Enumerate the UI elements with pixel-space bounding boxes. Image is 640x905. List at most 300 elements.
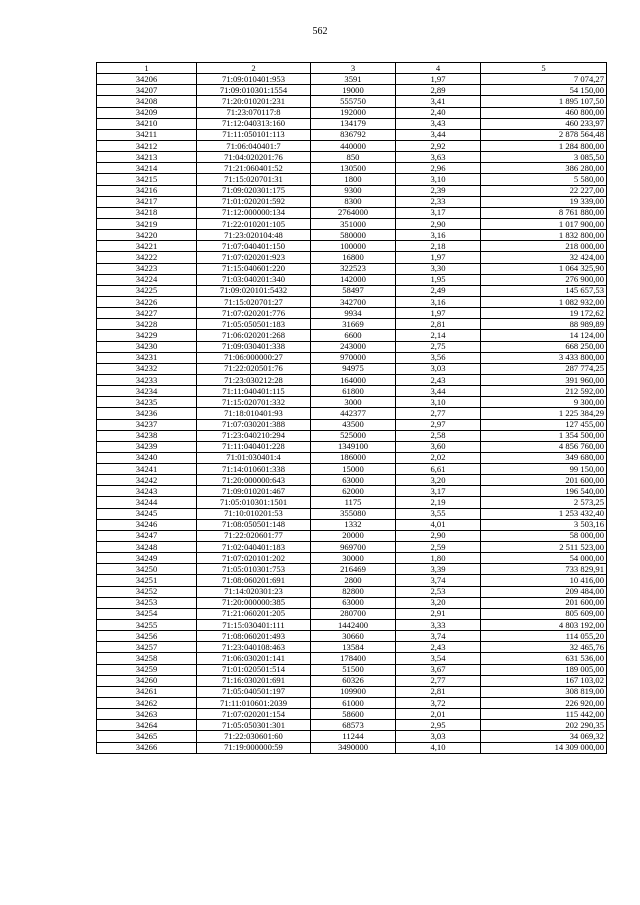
table-body bbox=[97, 74, 607, 754]
value-cell: 1 832 800,00 bbox=[481, 230, 607, 241]
area-cell: 61000 bbox=[311, 698, 396, 709]
value-cell: 3 085,50 bbox=[481, 152, 607, 163]
area-cell: 164000 bbox=[311, 374, 396, 385]
cadastral-number-cell: 71:01:020201:592 bbox=[197, 196, 311, 207]
value-cell: 226 920,00 bbox=[481, 698, 607, 709]
rate-cell: 2,01 bbox=[396, 709, 481, 720]
area-cell: 13584 bbox=[311, 642, 396, 653]
rate-cell: 3,33 bbox=[396, 620, 481, 631]
rate-cell: 3,60 bbox=[396, 441, 481, 452]
row-number-cell: 34232 bbox=[97, 363, 197, 374]
area-cell: 15000 bbox=[311, 464, 396, 475]
value-cell: 201 600,00 bbox=[481, 475, 607, 486]
column-header-4: 4 bbox=[396, 63, 481, 74]
rate-cell: 3,16 bbox=[396, 296, 481, 307]
row-number-cell: 34254 bbox=[97, 608, 197, 619]
cadastral-number-cell: 71:18:010401:93 bbox=[197, 408, 311, 419]
table-row bbox=[97, 241, 607, 252]
area-cell: 62000 bbox=[311, 486, 396, 497]
row-number-cell: 34224 bbox=[97, 274, 197, 285]
rate-cell: 2,53 bbox=[396, 586, 481, 597]
area-cell: 355080 bbox=[311, 508, 396, 519]
area-cell: 109900 bbox=[311, 686, 396, 697]
table-row bbox=[97, 586, 607, 597]
table-row bbox=[97, 185, 607, 196]
cadastral-number-cell: 71:14:010601:338 bbox=[197, 464, 311, 475]
area-cell: 3000 bbox=[311, 397, 396, 408]
value-cell: 276 900,00 bbox=[481, 274, 607, 285]
rate-cell: 3,74 bbox=[396, 631, 481, 642]
table-row bbox=[97, 742, 607, 753]
table-row bbox=[97, 553, 607, 564]
value-cell: 1 064 325,90 bbox=[481, 263, 607, 274]
row-number-cell: 34227 bbox=[97, 308, 197, 319]
cadastral-number-cell: 71:08:050501:148 bbox=[197, 519, 311, 530]
cadastral-number-cell: 71:10:010201:53 bbox=[197, 508, 311, 519]
table-row bbox=[97, 341, 607, 352]
cadastral-number-cell: 71:09:010201:467 bbox=[197, 486, 311, 497]
cadastral-number-cell: 71:02:040401:183 bbox=[197, 542, 311, 553]
rate-cell: 2,33 bbox=[396, 196, 481, 207]
rate-cell: 3,44 bbox=[396, 386, 481, 397]
table-row bbox=[97, 74, 607, 85]
row-number-cell: 34265 bbox=[97, 731, 197, 742]
value-cell: 99 150,00 bbox=[481, 464, 607, 475]
row-number-cell: 34251 bbox=[97, 575, 197, 586]
row-number-cell: 34230 bbox=[97, 341, 197, 352]
row-number-cell: 34243 bbox=[97, 486, 197, 497]
value-cell: 391 960,00 bbox=[481, 374, 607, 385]
rate-cell: 1,80 bbox=[396, 553, 481, 564]
row-number-cell: 34248 bbox=[97, 542, 197, 553]
rate-cell: 2,58 bbox=[396, 430, 481, 441]
area-cell: 525000 bbox=[311, 430, 396, 441]
rate-cell: 2,81 bbox=[396, 686, 481, 697]
row-number-cell: 34250 bbox=[97, 564, 197, 575]
rate-cell: 3,74 bbox=[396, 575, 481, 586]
rate-cell: 3,03 bbox=[396, 731, 481, 742]
cadastral-number-cell: 71:07:020201:923 bbox=[197, 252, 311, 263]
cadastral-number-cell: 71:07:020101:202 bbox=[197, 553, 311, 564]
area-cell: 58497 bbox=[311, 285, 396, 296]
cadastral-number-cell: 71:23:070117:8 bbox=[197, 107, 311, 118]
data-table bbox=[96, 62, 607, 754]
table-row bbox=[97, 686, 607, 697]
row-number-cell: 34252 bbox=[97, 586, 197, 597]
area-cell: 134179 bbox=[311, 118, 396, 129]
rate-cell: 3,43 bbox=[396, 118, 481, 129]
area-cell: 178400 bbox=[311, 653, 396, 664]
table-row bbox=[97, 653, 607, 664]
rate-cell: 3,20 bbox=[396, 597, 481, 608]
rate-cell: 2,18 bbox=[396, 241, 481, 252]
area-cell: 63000 bbox=[311, 597, 396, 608]
area-cell: 43500 bbox=[311, 419, 396, 430]
value-cell: 287 774,25 bbox=[481, 363, 607, 374]
value-cell: 1 017 900,00 bbox=[481, 218, 607, 229]
rate-cell: 2,59 bbox=[396, 542, 481, 553]
value-cell: 58 000,00 bbox=[481, 530, 607, 541]
value-cell: 733 829,91 bbox=[481, 564, 607, 575]
cadastral-number-cell: 71:15:020701:332 bbox=[197, 397, 311, 408]
cadastral-number-cell: 71:23:040210:294 bbox=[197, 430, 311, 441]
row-number-cell: 34236 bbox=[97, 408, 197, 419]
cadastral-number-cell: 71:05:050501:183 bbox=[197, 319, 311, 330]
row-number-cell: 34256 bbox=[97, 631, 197, 642]
value-cell: 115 442,00 bbox=[481, 709, 607, 720]
table-row bbox=[97, 352, 607, 363]
rate-cell: 2,96 bbox=[396, 163, 481, 174]
rate-cell: 4,10 bbox=[396, 742, 481, 753]
value-cell: 668 250,00 bbox=[481, 341, 607, 352]
value-cell: 19 172,62 bbox=[481, 308, 607, 319]
rate-cell: 2,49 bbox=[396, 285, 481, 296]
cadastral-number-cell: 71:15:020701:31 bbox=[197, 174, 311, 185]
cadastral-number-cell: 71:01:020501:514 bbox=[197, 664, 311, 675]
rate-cell: 2,19 bbox=[396, 497, 481, 508]
value-cell: 631 536,00 bbox=[481, 653, 607, 664]
value-cell: 218 000,00 bbox=[481, 241, 607, 252]
row-number-cell: 34266 bbox=[97, 742, 197, 753]
column-header-3: 3 bbox=[311, 63, 396, 74]
cadastral-number-cell: 71:03:040201:340 bbox=[197, 274, 311, 285]
row-number-cell: 34247 bbox=[97, 530, 197, 541]
cadastral-number-cell: 71:22:030601:60 bbox=[197, 731, 311, 742]
table-row bbox=[97, 720, 607, 731]
table-row bbox=[97, 230, 607, 241]
area-cell: 442377 bbox=[311, 408, 396, 419]
table-row bbox=[97, 129, 607, 140]
area-cell: 9300 bbox=[311, 185, 396, 196]
cadastral-number-cell: 71:06:040401:7 bbox=[197, 140, 311, 151]
cadastral-number-cell: 71:05:010301:753 bbox=[197, 564, 311, 575]
table-row bbox=[97, 196, 607, 207]
row-number-cell: 34261 bbox=[97, 686, 197, 697]
area-cell: 3591 bbox=[311, 74, 396, 85]
row-number-cell: 34207 bbox=[97, 85, 197, 96]
area-cell: 9934 bbox=[311, 308, 396, 319]
row-number-cell: 34249 bbox=[97, 553, 197, 564]
table-row bbox=[97, 486, 607, 497]
cadastral-number-cell: 71:23:020104:48 bbox=[197, 230, 311, 241]
value-cell: 3 503,16 bbox=[481, 519, 607, 530]
area-cell: 351000 bbox=[311, 218, 396, 229]
rate-cell: 2,81 bbox=[396, 319, 481, 330]
cadastral-number-cell: 71:07:020201:776 bbox=[197, 308, 311, 319]
value-cell: 1 253 432,40 bbox=[481, 508, 607, 519]
cadastral-number-cell: 71:23:030212:28 bbox=[197, 374, 311, 385]
cadastral-number-cell: 71:22:020501:76 bbox=[197, 363, 311, 374]
row-number-cell: 34216 bbox=[97, 185, 197, 196]
row-number-cell: 34253 bbox=[97, 597, 197, 608]
value-cell: 189 005,00 bbox=[481, 664, 607, 675]
value-cell: 1 082 932,00 bbox=[481, 296, 607, 307]
row-number-cell: 34220 bbox=[97, 230, 197, 241]
value-cell: 114 055,20 bbox=[481, 631, 607, 642]
rate-cell: 3,41 bbox=[396, 96, 481, 107]
cadastral-number-cell: 71:08:060201:691 bbox=[197, 575, 311, 586]
value-cell: 1 225 384,29 bbox=[481, 408, 607, 419]
cadastral-number-cell: 71:19:000000:59 bbox=[197, 742, 311, 753]
area-cell: 322523 bbox=[311, 263, 396, 274]
value-cell: 209 484,00 bbox=[481, 586, 607, 597]
table-row bbox=[97, 363, 607, 374]
cadastral-number-cell: 71:22:020601:77 bbox=[197, 530, 311, 541]
rate-cell: 3,63 bbox=[396, 152, 481, 163]
area-cell: 19000 bbox=[311, 85, 396, 96]
cadastral-number-cell: 71:11:040401:228 bbox=[197, 441, 311, 452]
table-row bbox=[97, 631, 607, 642]
row-number-cell: 34208 bbox=[97, 96, 197, 107]
area-cell: 68573 bbox=[311, 720, 396, 731]
rate-cell: 3,10 bbox=[396, 174, 481, 185]
table-row bbox=[97, 530, 607, 541]
cadastral-number-cell: 71:07:020201:154 bbox=[197, 709, 311, 720]
area-cell: 94975 bbox=[311, 363, 396, 374]
value-cell: 7 074,27 bbox=[481, 74, 607, 85]
row-number-cell: 34237 bbox=[97, 419, 197, 430]
rate-cell: 2,40 bbox=[396, 107, 481, 118]
value-cell: 4 856 760,00 bbox=[481, 441, 607, 452]
row-number-cell: 34223 bbox=[97, 263, 197, 274]
value-cell: 212 592,00 bbox=[481, 386, 607, 397]
table-row bbox=[97, 608, 607, 619]
value-cell: 1 284 800,00 bbox=[481, 140, 607, 151]
value-cell: 201 600,00 bbox=[481, 597, 607, 608]
row-number-cell: 34218 bbox=[97, 207, 197, 218]
value-cell: 460 233,97 bbox=[481, 118, 607, 129]
row-number-cell: 34229 bbox=[97, 330, 197, 341]
row-number-cell: 34211 bbox=[97, 129, 197, 140]
table-row bbox=[97, 118, 607, 129]
row-number-cell: 34239 bbox=[97, 441, 197, 452]
cadastral-number-cell: 71:12:000000:134 bbox=[197, 207, 311, 218]
row-number-cell: 34235 bbox=[97, 397, 197, 408]
table-row bbox=[97, 508, 607, 519]
area-cell: 6600 bbox=[311, 330, 396, 341]
column-header-5: 5 bbox=[481, 63, 607, 74]
rate-cell: 2,90 bbox=[396, 530, 481, 541]
row-number-cell: 34233 bbox=[97, 374, 197, 385]
area-cell: 243000 bbox=[311, 341, 396, 352]
rate-cell: 1,95 bbox=[396, 274, 481, 285]
table-row bbox=[97, 397, 607, 408]
area-cell: 51500 bbox=[311, 664, 396, 675]
table-row bbox=[97, 308, 607, 319]
area-cell: 850 bbox=[311, 152, 396, 163]
rate-cell: 3,17 bbox=[396, 207, 481, 218]
value-cell: 14 309 000,00 bbox=[481, 742, 607, 753]
area-cell: 836792 bbox=[311, 129, 396, 140]
rate-cell: 1,97 bbox=[396, 252, 481, 263]
value-cell: 196 540,00 bbox=[481, 486, 607, 497]
area-cell: 192000 bbox=[311, 107, 396, 118]
cadastral-number-cell: 71:09:030401:338 bbox=[197, 341, 311, 352]
table-row bbox=[97, 386, 607, 397]
value-cell: 5 580,00 bbox=[481, 174, 607, 185]
table-row bbox=[97, 731, 607, 742]
value-cell: 54 150,00 bbox=[481, 85, 607, 96]
area-cell: 580000 bbox=[311, 230, 396, 241]
area-cell: 1800 bbox=[311, 174, 396, 185]
rate-cell: 3,03 bbox=[396, 363, 481, 374]
value-cell: 4 803 192,00 bbox=[481, 620, 607, 631]
table-row bbox=[97, 675, 607, 686]
rate-cell: 1,97 bbox=[396, 74, 481, 85]
area-cell: 280700 bbox=[311, 608, 396, 619]
table-row bbox=[97, 285, 607, 296]
area-cell: 20000 bbox=[311, 530, 396, 541]
table-row bbox=[97, 698, 607, 709]
row-number-cell: 34206 bbox=[97, 74, 197, 85]
table-row bbox=[97, 263, 607, 274]
rate-cell: 3,56 bbox=[396, 352, 481, 363]
value-cell: 202 290,35 bbox=[481, 720, 607, 731]
table-row bbox=[97, 597, 607, 608]
cadastral-number-cell: 71:06:030201:141 bbox=[197, 653, 311, 664]
table-row bbox=[97, 374, 607, 385]
table-row bbox=[97, 575, 607, 586]
table-row bbox=[97, 642, 607, 653]
rate-cell: 3,16 bbox=[396, 230, 481, 241]
table-row bbox=[97, 408, 607, 419]
rate-cell: 2,43 bbox=[396, 642, 481, 653]
table-row bbox=[97, 296, 607, 307]
cadastral-number-cell: 71:15:040601:220 bbox=[197, 263, 311, 274]
cadastral-number-cell: 71:05:040501:197 bbox=[197, 686, 311, 697]
rate-cell: 2,92 bbox=[396, 140, 481, 151]
rate-cell: 3,39 bbox=[396, 564, 481, 575]
table-row bbox=[97, 319, 607, 330]
table-row bbox=[97, 96, 607, 107]
cadastral-number-cell: 71:21:060401:52 bbox=[197, 163, 311, 174]
row-number-cell: 34257 bbox=[97, 642, 197, 653]
value-cell: 8 761 880,00 bbox=[481, 207, 607, 218]
table-row bbox=[97, 419, 607, 430]
cadastral-number-cell: 71:11:010601:2039 bbox=[197, 698, 311, 709]
cadastral-number-cell: 71:06:000000:27 bbox=[197, 352, 311, 363]
table-row bbox=[97, 174, 607, 185]
area-cell: 30660 bbox=[311, 631, 396, 642]
value-cell: 32 465,76 bbox=[481, 642, 607, 653]
table-row bbox=[97, 564, 607, 575]
area-cell: 1442400 bbox=[311, 620, 396, 631]
table-row bbox=[97, 140, 607, 151]
area-cell: 216469 bbox=[311, 564, 396, 575]
cadastral-number-cell: 71:07:030201:388 bbox=[197, 419, 311, 430]
value-cell: 3 433 800,00 bbox=[481, 352, 607, 363]
rate-cell: 2,95 bbox=[396, 720, 481, 731]
rate-cell: 3,10 bbox=[396, 397, 481, 408]
row-number-cell: 34259 bbox=[97, 664, 197, 675]
area-cell: 61800 bbox=[311, 386, 396, 397]
rate-cell: 2,77 bbox=[396, 675, 481, 686]
table-row bbox=[97, 542, 607, 553]
cadastral-number-cell: 71:15:020701:27 bbox=[197, 296, 311, 307]
area-cell: 31669 bbox=[311, 319, 396, 330]
row-number-cell: 34263 bbox=[97, 709, 197, 720]
row-number-cell: 34214 bbox=[97, 163, 197, 174]
table-row bbox=[97, 452, 607, 463]
value-cell: 10 416,00 bbox=[481, 575, 607, 586]
area-cell: 3490000 bbox=[311, 742, 396, 753]
area-cell: 1349100 bbox=[311, 441, 396, 452]
row-number-cell: 34209 bbox=[97, 107, 197, 118]
rate-cell: 2,75 bbox=[396, 341, 481, 352]
value-cell: 2 511 523,00 bbox=[481, 542, 607, 553]
area-cell: 30000 bbox=[311, 553, 396, 564]
area-cell: 555750 bbox=[311, 96, 396, 107]
table-row bbox=[97, 252, 607, 263]
area-cell: 58600 bbox=[311, 709, 396, 720]
cadastral-number-cell: 71:09:020301:175 bbox=[197, 185, 311, 196]
row-number-cell: 34258 bbox=[97, 653, 197, 664]
page-number: 562 bbox=[312, 26, 328, 37]
row-number-cell: 34242 bbox=[97, 475, 197, 486]
rate-cell: 3,67 bbox=[396, 664, 481, 675]
area-cell: 186000 bbox=[311, 452, 396, 463]
table-row bbox=[97, 218, 607, 229]
row-number-cell: 34210 bbox=[97, 118, 197, 129]
cadastral-number-cell: 71:14:020301:23 bbox=[197, 586, 311, 597]
value-cell: 308 819,00 bbox=[481, 686, 607, 697]
row-number-cell: 34262 bbox=[97, 698, 197, 709]
table-row bbox=[97, 207, 607, 218]
value-cell: 14 124,00 bbox=[481, 330, 607, 341]
cadastral-number-cell: 71:15:030401:111 bbox=[197, 620, 311, 631]
table-header bbox=[97, 63, 607, 74]
rate-cell: 2,43 bbox=[396, 374, 481, 385]
rate-cell: 6,61 bbox=[396, 464, 481, 475]
cadastral-number-cell: 71:20:000000:643 bbox=[197, 475, 311, 486]
value-cell: 805 609,00 bbox=[481, 608, 607, 619]
row-number-cell: 34240 bbox=[97, 452, 197, 463]
row-number-cell: 34226 bbox=[97, 296, 197, 307]
area-cell: 16800 bbox=[311, 252, 396, 263]
rate-cell: 4,01 bbox=[396, 519, 481, 530]
row-number-cell: 34231 bbox=[97, 352, 197, 363]
rate-cell: 3,55 bbox=[396, 508, 481, 519]
value-cell: 9 300,00 bbox=[481, 397, 607, 408]
cadastral-number-cell: 71:11:040401:115 bbox=[197, 386, 311, 397]
cadastral-number-cell: 71:12:040313:160 bbox=[197, 118, 311, 129]
value-cell: 19 339,00 bbox=[481, 196, 607, 207]
row-number-cell: 34215 bbox=[97, 174, 197, 185]
area-cell: 142000 bbox=[311, 274, 396, 285]
table-row bbox=[97, 330, 607, 341]
rate-cell: 2,14 bbox=[396, 330, 481, 341]
column-header-1: 1 bbox=[97, 63, 197, 74]
cadastral-number-cell: 71:08:060201:493 bbox=[197, 631, 311, 642]
row-number-cell: 34217 bbox=[97, 196, 197, 207]
row-number-cell: 34225 bbox=[97, 285, 197, 296]
value-cell: 1 895 107,50 bbox=[481, 96, 607, 107]
row-number-cell: 34244 bbox=[97, 497, 197, 508]
value-cell: 88 989,89 bbox=[481, 319, 607, 330]
row-number-cell: 34260 bbox=[97, 675, 197, 686]
cadastral-number-cell: 71:06:020201:268 bbox=[197, 330, 311, 341]
rate-cell: 2,90 bbox=[396, 218, 481, 229]
value-cell: 127 455,00 bbox=[481, 419, 607, 430]
table-row bbox=[97, 274, 607, 285]
cadastral-number-cell: 71:20:010201:231 bbox=[197, 96, 311, 107]
area-cell: 63000 bbox=[311, 475, 396, 486]
value-cell: 386 280,00 bbox=[481, 163, 607, 174]
area-cell: 2764000 bbox=[311, 207, 396, 218]
area-cell: 11244 bbox=[311, 731, 396, 742]
area-cell: 440000 bbox=[311, 140, 396, 151]
rate-cell: 2,02 bbox=[396, 452, 481, 463]
